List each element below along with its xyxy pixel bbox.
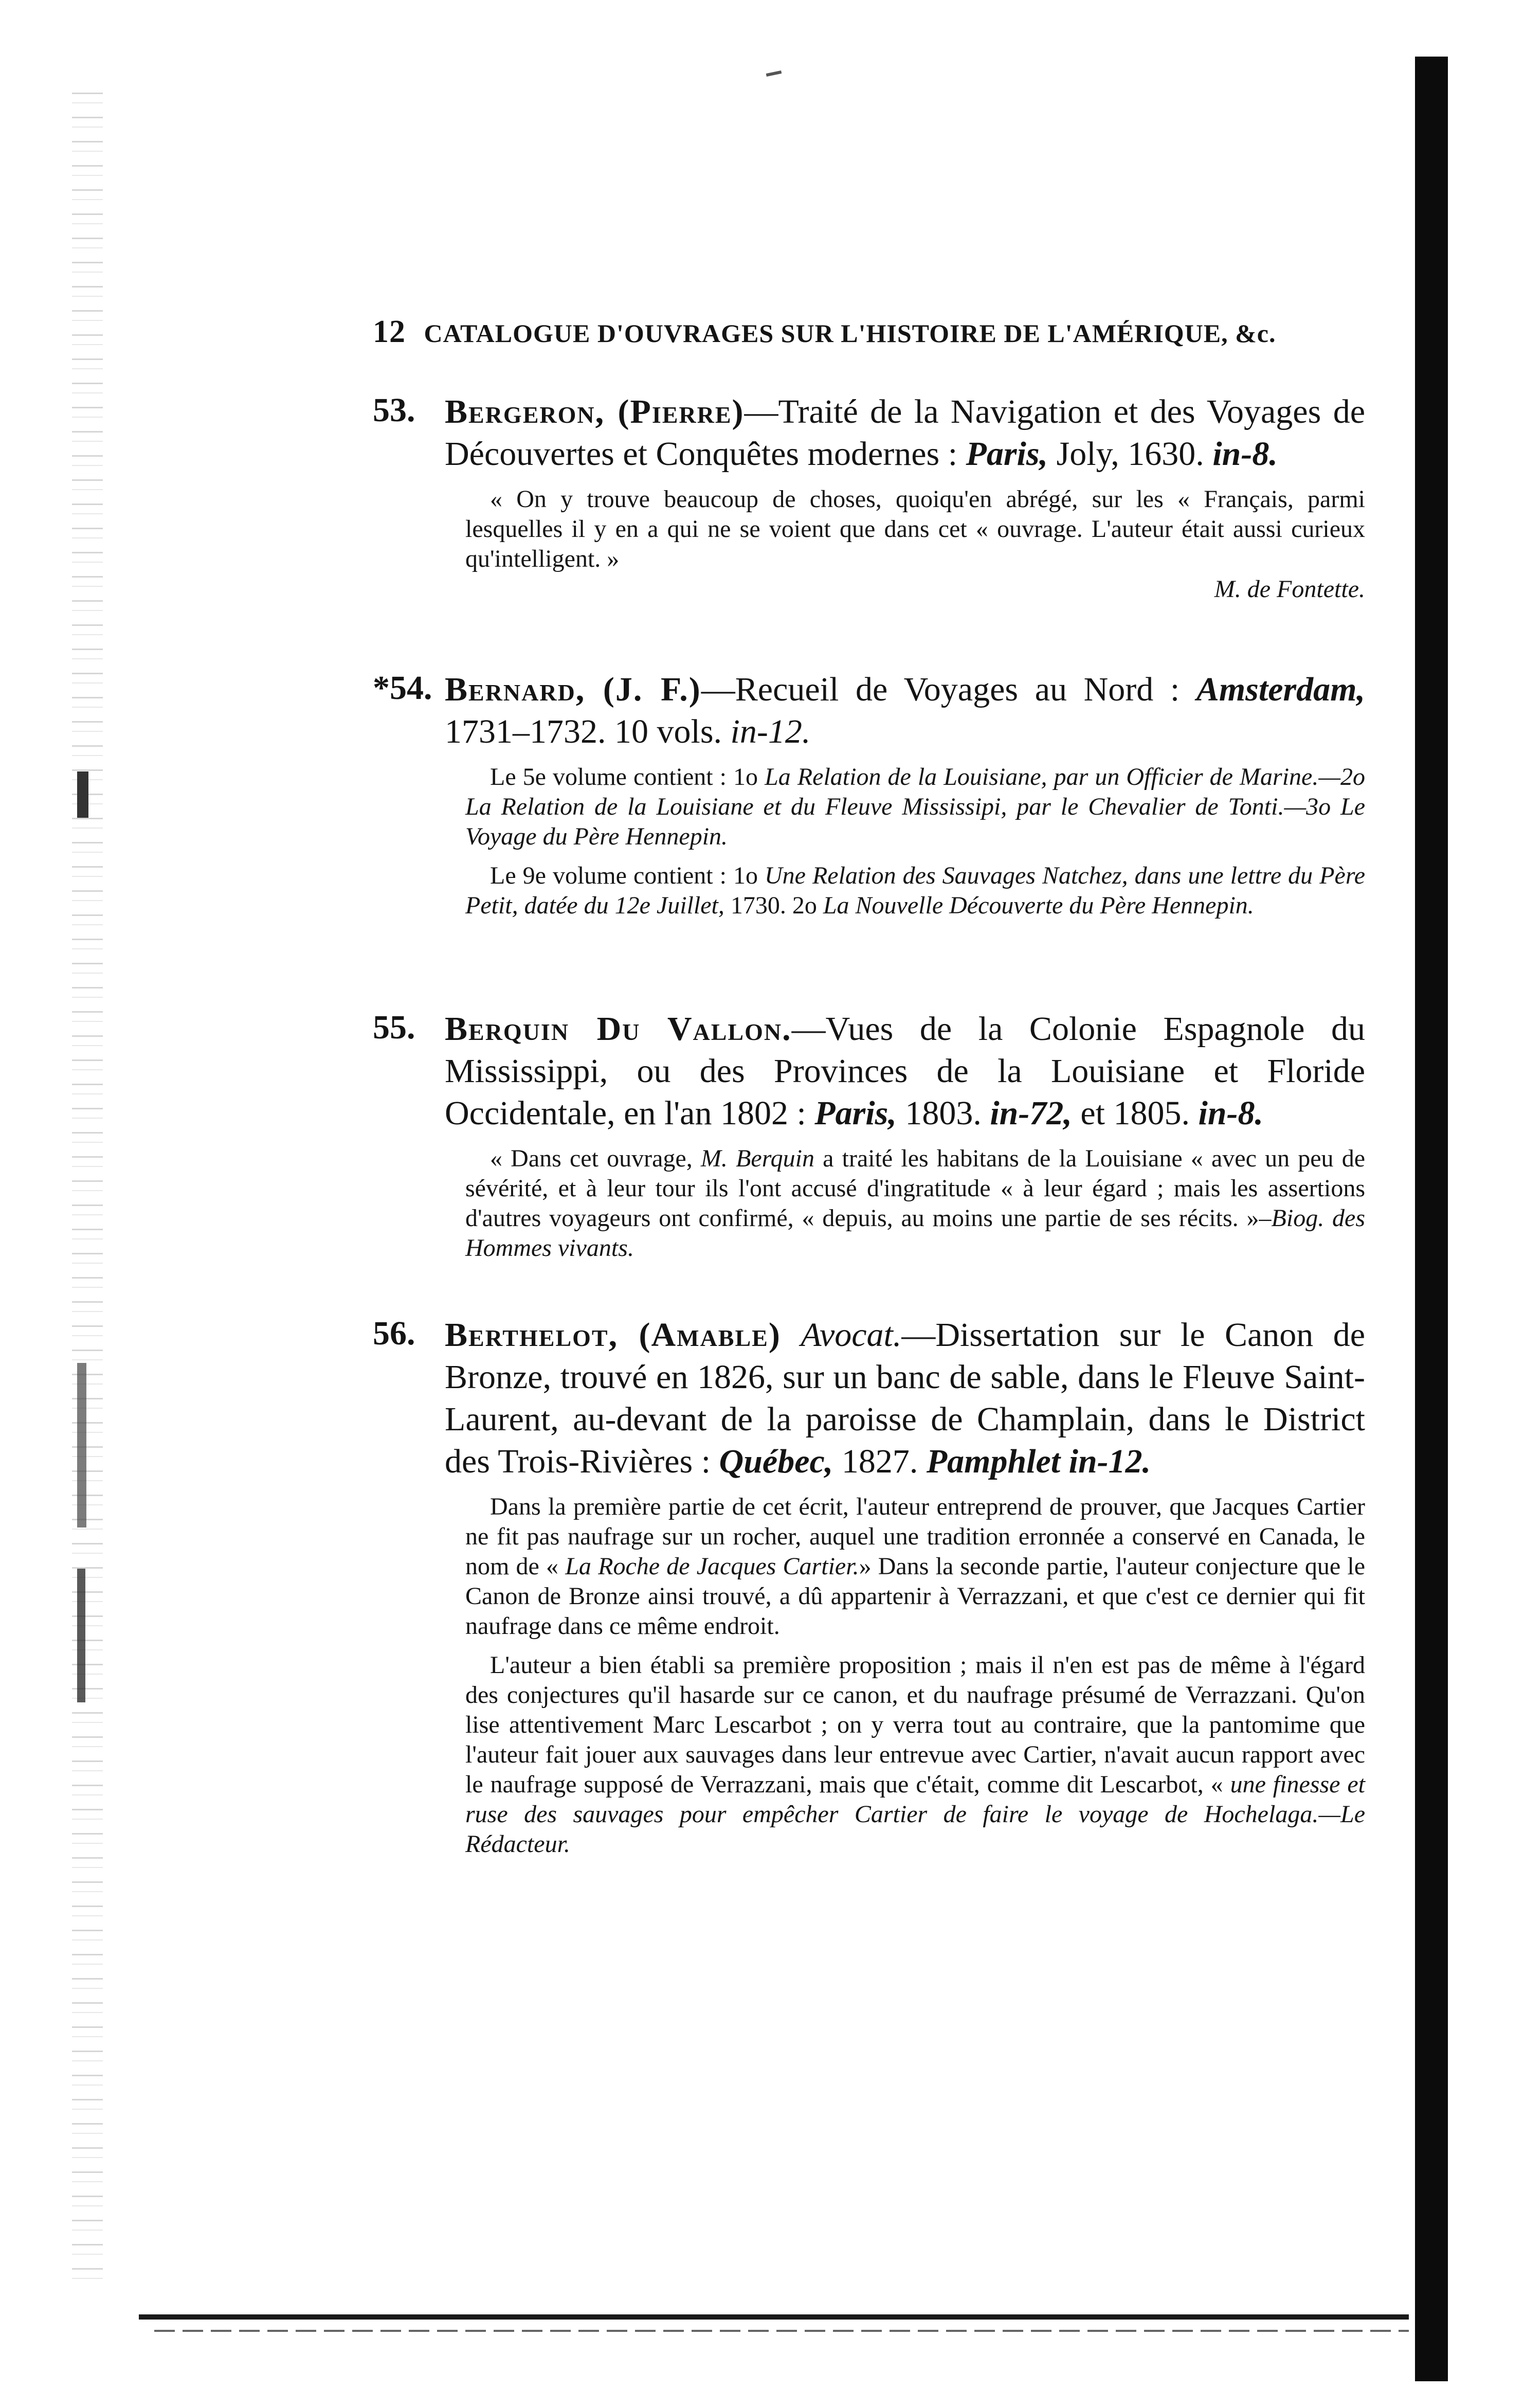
entry-paragraph (465, 1650, 1365, 1859)
entry-format: in-8. (1212, 435, 1278, 473)
catalogue-entry (373, 1314, 1365, 1859)
entry-publisher: Joly, 1630. (1056, 435, 1204, 473)
para-text: Dans la première partie de cet écrit, l'auteur entreprend de prouver, que Jacques Cartier ne fit pas naufrage sur un rocher, auquel une tradition erronnée a conservé en Canada, le nom de « (465, 1493, 1365, 1580)
bottom-rule (139, 2314, 1409, 2320)
entry-number: 55. (373, 1009, 415, 1046)
note-source: Biog. des Hommes vivants. (465, 1205, 1366, 1262)
note-part: a traité les habitans de la Louisiane « avec un peu de sévérité, et à leur tour ils l'ont accusé d'ingratitude « à leur égard ; mais les assertions d'autres voyageurs ont confirmé, « depuis, au moins une partie de ses récits. »– (465, 1145, 1366, 1232)
catalogue-entry (373, 1008, 1365, 1263)
entry-paragraph (465, 1492, 1365, 1641)
note-lead: Le 5e volume contient : 1o (490, 763, 758, 790)
entry-title (445, 669, 1365, 753)
entry-number: 56. (373, 1315, 415, 1352)
note-italic: M. Berquin (700, 1145, 814, 1172)
entry-number: *54. (373, 669, 432, 707)
catalogue-entry (373, 391, 1365, 603)
para-italic: La Roche de Jacques Cartier. (565, 1553, 859, 1580)
entry-author: Berquin Du Vallon. (445, 1010, 792, 1048)
entry-title-text: —Recueil de Voyages au Nord : (701, 671, 1180, 708)
scan-mark (77, 1569, 85, 1702)
scan-mark (766, 70, 782, 77)
entry-number: 53. (373, 391, 415, 429)
note-italic: La Relation de la Louisiane, par un Officier de Marine.—2o La Relation de la Louisiane et du Fleuve Mississipi, par le Chevalier de Tonti.—3o Le Voyage du Père Hennepin. (465, 763, 1366, 850)
entry-format: in-72, (990, 1094, 1072, 1132)
entry-title-text: —Traité de la Navigation et des Voyages de Découvertes et Conquêtes modernes : (445, 393, 1365, 473)
entry-publisher: 1731–1732. 10 vols. (445, 713, 722, 750)
entry-format: Pamphlet in-12. (926, 1443, 1151, 1480)
entry-note (465, 861, 1365, 921)
note-italic: Une Relation des Sauvages Natchez, dans une lettre du Père Petit, datée du 12e Juillet, (465, 862, 1366, 919)
bottom-rule (154, 2330, 1409, 2332)
note-mid: 1730. 2o (730, 892, 817, 919)
page-number: 12 (373, 314, 406, 349)
entry-format: in-8. (1198, 1094, 1264, 1132)
entry-publisher: 1827. (841, 1443, 918, 1480)
binding-shadow (1415, 57, 1448, 2381)
scan-mark (77, 771, 88, 818)
entry-extra: et 1805. (1080, 1094, 1190, 1132)
entry-title (445, 1314, 1365, 1483)
entry-author: Berthelot, (Amable) (445, 1316, 781, 1354)
para-italic: une finesse et ruse des sauvages pour empêcher Cartier de faire le voyage de Hochelaga.—Le Rédacteur. (465, 1771, 1366, 1858)
header-title: CATALOGUE D'OUVRAGES SUR L'HISTOIRE DE L'AMÉRIQUE, &c. (424, 319, 1276, 348)
entry-author: Bergeron, (Pierre) (445, 393, 745, 430)
entry-title (445, 1008, 1365, 1135)
entry-place: Amsterdam, (1196, 671, 1366, 708)
running-header (373, 314, 1365, 350)
entry-title-text: —Dissertation sur le Canon de Bronze, trouvé en 1826, sur un banc de sable, dans le Fleuve Saint-Laurent, au-devant de la paroisse de Champlain, dans le District des Trois-Rivières : (445, 1316, 1365, 1480)
para-text: » Dans la seconde partie, l'auteur conjecture que le Canon de Bronze ainsi trouvé, a dû appartenir à Verrazzani, et que c'est ce dernier qui fit naufrage dans ce même endroit. (465, 1553, 1366, 1640)
note-part: « Dans cet ouvrage, (490, 1145, 693, 1172)
entry-author: Bernard, (J. F.) (445, 671, 701, 708)
entry-attribution: M. de Fontette. (1214, 576, 1365, 603)
entry-place: Paris, (966, 435, 1048, 473)
entry-title-text: —Vues de la Colonie Espagnole du Mississippi, ou des Provinces de la Louisiane et Floride Occidentale, en l'an 1802 : (445, 1010, 1365, 1132)
scan-edge-noise (72, 93, 103, 2284)
note-italic: La Nouvelle Découverte du Père Hennepin. (823, 892, 1254, 919)
entry-publisher: 1803. (905, 1094, 982, 1132)
para-text: L'auteur a bien établi sa première proposition ; mais il n'en est pas de même à l'égard des conjectures qu'il hasarde sur ce canon, et du naufrage présumé de Verrazzani. Qu'on lise attentivement Marc Lescarbot ; on y verra tout au contraire, que la pantomime que l'auteur fait jouer aux sauvages dans leur entrevue avec Cartier, n'avait aucun rapport avec le naufrage supposé de Verrazzani, mais que c'était, comme dit Lescarbot, « (465, 1651, 1365, 1798)
note-lead: Le 9e volume contient : 1o (490, 862, 758, 889)
catalogue-entry (373, 669, 1365, 921)
entry-place: Québec, (719, 1443, 833, 1480)
entry-role: Avocat. (801, 1316, 902, 1354)
entry-place: Paris, (814, 1094, 897, 1132)
entry-note (465, 762, 1365, 852)
entry-note: « On y trouve beaucoup de choses, quoiqu'en abrégé, sur les « Français, parmi lesquelles il y en a qui ne se voient que dans cet « ouvrage. L'auteur était aussi curieux qu'intelligent. » (465, 486, 1365, 572)
scan-mark (77, 1363, 86, 1528)
entry-title (445, 391, 1365, 475)
entry-note (465, 1144, 1365, 1263)
entry-format: in-12. (730, 713, 811, 750)
